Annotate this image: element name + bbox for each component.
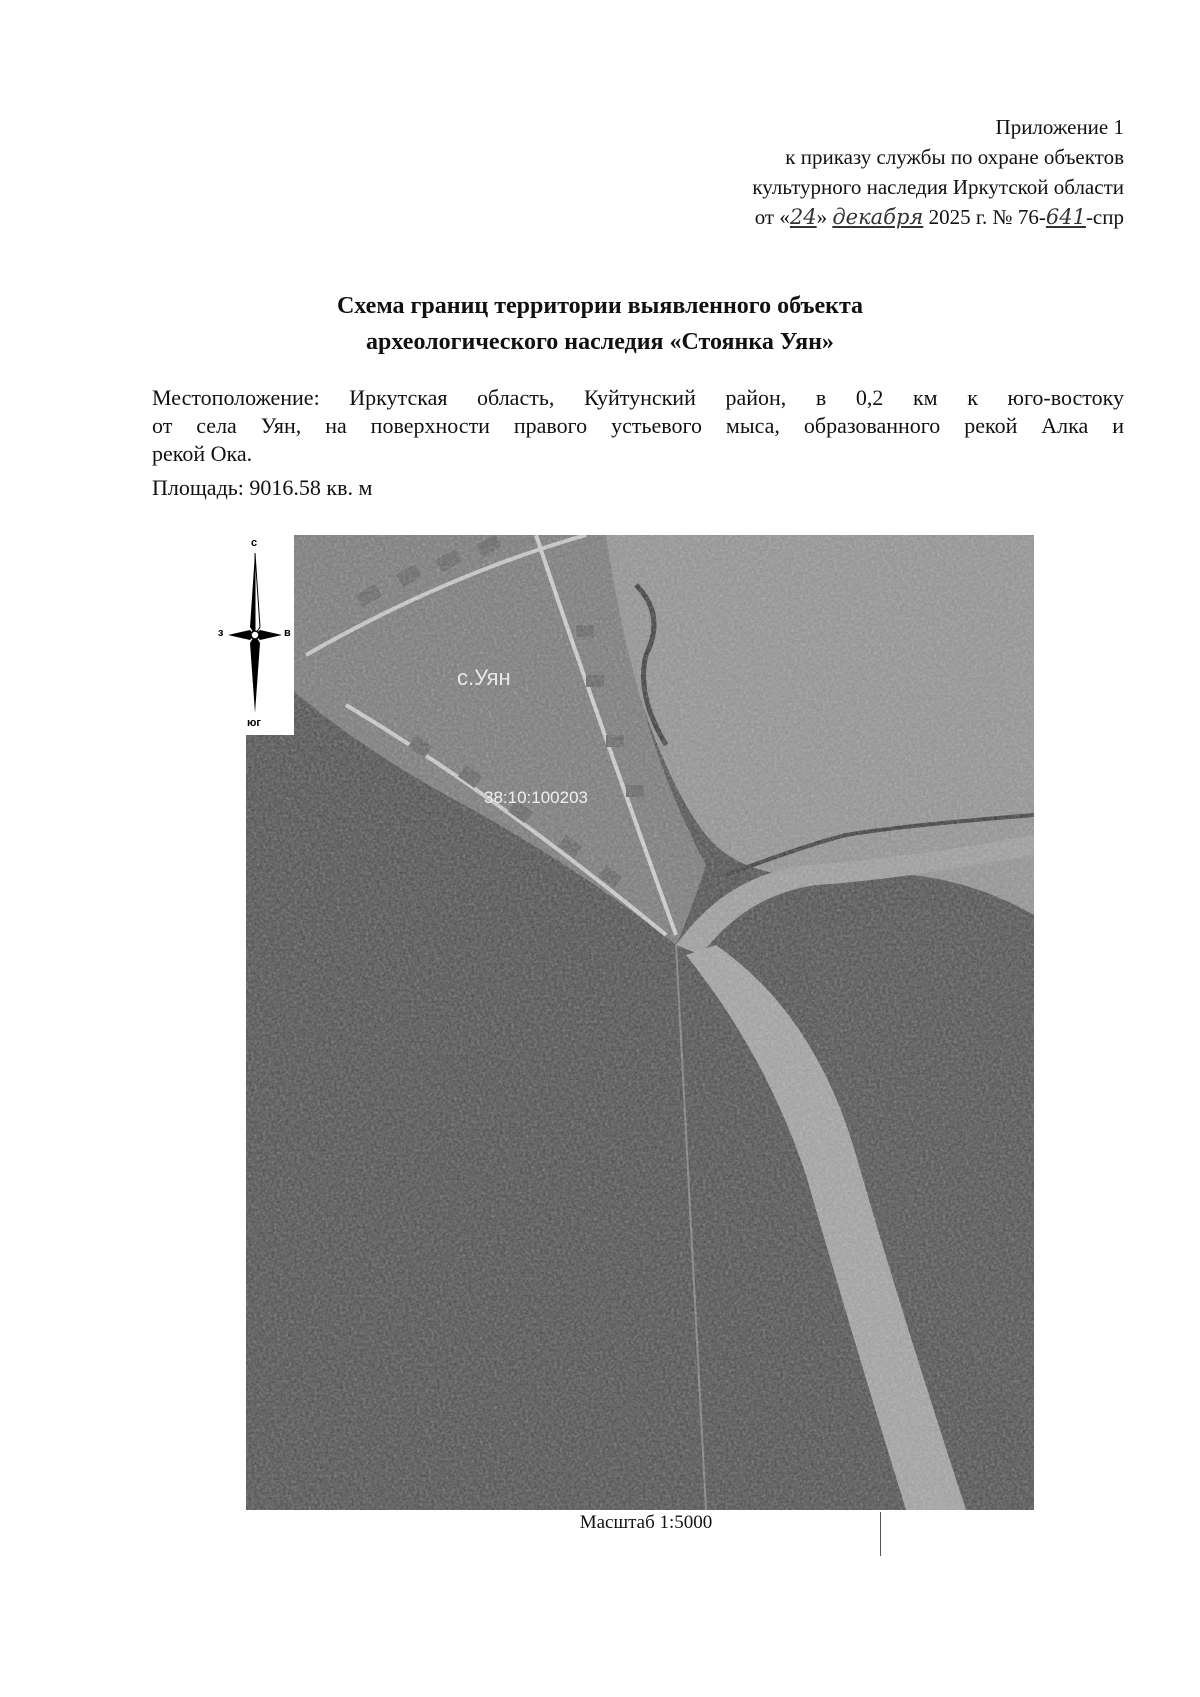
area-text: Площадь: 9016.58 кв. м (152, 475, 373, 500)
appendix-header (484, 112, 1124, 232)
location-line-2: от села Уян, на поверхности правого устьевого мыса, образованного рекой Алка и (152, 413, 1124, 438)
order-number-handwritten: 641 (1045, 205, 1086, 229)
appendix-authority: культурного наследия Иркутской области (752, 175, 1124, 199)
compass-west: з (218, 627, 224, 639)
map-image (246, 535, 1034, 1510)
date-month-handwritten: декабря (832, 205, 924, 229)
title-line-2: археологического наследия «Стоянка Уян» (366, 329, 834, 355)
cadastral-parcel-label: 38:10:100203 (484, 788, 588, 807)
compass-north: с (251, 537, 258, 549)
margin-mark (880, 1512, 881, 1556)
compass-south: юг (247, 717, 261, 729)
title-line-1: Схема границ территории выявленного объекта (336, 293, 864, 319)
location-paragraph (152, 384, 1124, 468)
location-line-1: Местоположение: Иркутская область, Куйтунский район, в 0,2 км к юго-востоку (152, 385, 1124, 410)
compass-icon (216, 535, 294, 735)
compass-east: в (284, 627, 291, 639)
map-scale-text: Масштаб 1:5000 (579, 1512, 713, 1533)
village-label: с.Уян (457, 665, 511, 690)
order-suffix: -спр (1085, 205, 1124, 229)
map-scale (0, 1512, 1200, 1534)
date-prefix: от « (754, 205, 790, 229)
date-day-handwritten: 24 (789, 205, 817, 229)
document-title (0, 288, 1200, 360)
date-year: 2025 г. № 76- (928, 205, 1046, 229)
location-line-3: рекой Ока. (152, 441, 253, 466)
appendix-date-line (484, 202, 1124, 232)
compass-rose (216, 535, 294, 735)
appendix-number: Приложение 1 (995, 115, 1124, 139)
satellite-map (246, 535, 1034, 1510)
appendix-order-ref: к приказу службы по охране объектов (785, 145, 1124, 169)
date-mid: » (816, 205, 828, 229)
